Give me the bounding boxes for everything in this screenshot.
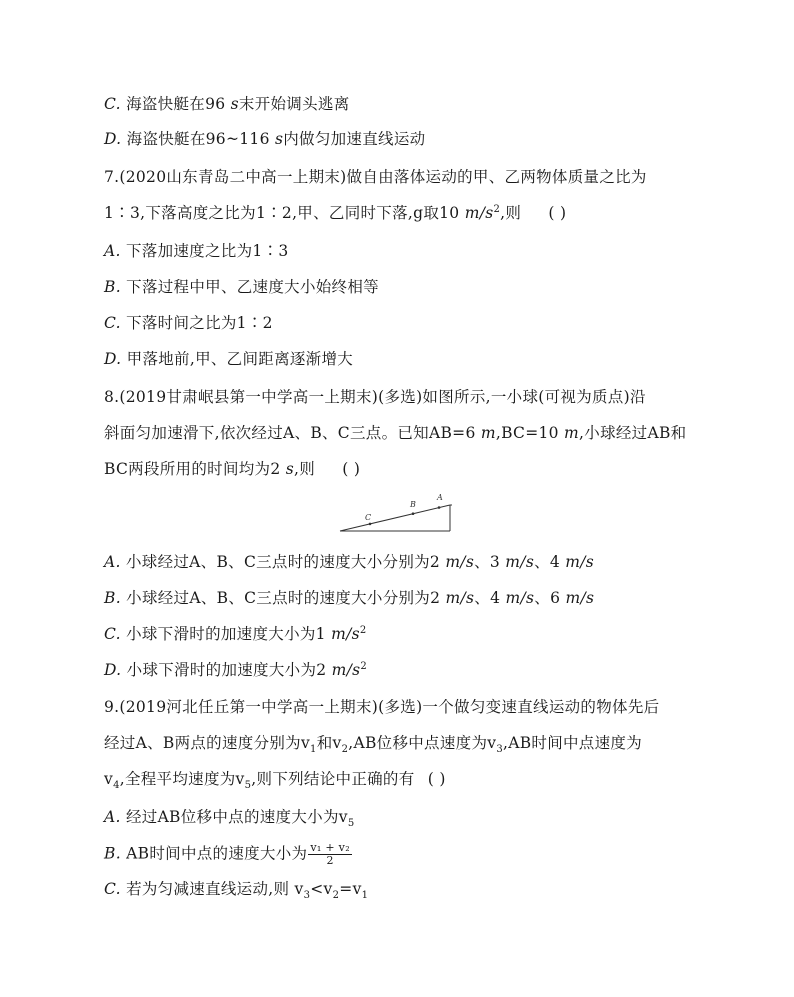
label-b: B — [410, 500, 416, 509]
subscript: 3 — [496, 744, 503, 756]
option-letter: B. — [104, 844, 121, 863]
stem-text: 1∶3,下落高度之比为1∶2,甲、乙同时下落,g取10 — [104, 204, 465, 222]
point-c — [369, 523, 372, 526]
q8-option-a — [104, 552, 594, 572]
option-letter: A. — [104, 808, 121, 826]
stem-text: v — [104, 770, 114, 788]
answer-blank: ( ) — [427, 770, 446, 788]
option-letter: D. — [104, 130, 122, 148]
option-text: 、4 — [534, 553, 566, 571]
q8-stem-line3 — [104, 459, 360, 479]
unit: s — [285, 460, 294, 478]
superscript: 2 — [359, 624, 367, 636]
unit: m — [480, 424, 496, 442]
q8-option-d — [104, 660, 367, 680]
option-text: 甲落地前,甲、乙间距离逐渐增大 — [126, 350, 354, 368]
option-text: 下落时间之比为1∶2 — [126, 314, 273, 332]
option-text: <v — [310, 880, 333, 898]
option-letter: C. — [104, 625, 121, 643]
unit: m/s — [565, 589, 595, 607]
subscript: 3 — [303, 890, 311, 902]
unit: m/s — [331, 625, 360, 643]
incline-triangle — [340, 505, 452, 531]
q7-stem-line1: 7.(2020山东青岛二中高一上期末)做自由落体运动的甲、乙两物体质量之比为 — [104, 168, 647, 186]
subscript: 4 — [113, 780, 120, 792]
option-text: 海盗快艇在96~116 — [126, 130, 275, 148]
stem-text: 和v — [316, 734, 342, 752]
q8-stem-line1: 8.(2019甘肃岷县第一中学高一上期末)(多选)如图所示,一小球(可视为质点)沿 — [104, 388, 646, 406]
fraction — [308, 842, 352, 867]
unit: m/s — [505, 553, 535, 571]
option-letter: A. — [104, 242, 121, 260]
superscript: 2 — [493, 203, 501, 215]
option-letter: C. — [104, 314, 121, 332]
q7-stem-line2 — [104, 203, 566, 223]
option-text: 小球下滑时的加速度大小为2 — [126, 661, 332, 679]
stem-text: BC两段所用的时间均为2 — [104, 460, 286, 478]
option-text: =v — [339, 880, 362, 898]
option-text: 内做匀加速直线运动 — [283, 130, 426, 148]
stem-text: ,全程平均速度为v — [119, 770, 245, 788]
subscript: 2 — [332, 890, 340, 902]
q8-option-b — [104, 588, 594, 608]
option-text: 、4 — [474, 589, 506, 607]
subscript: 1 — [310, 744, 317, 756]
q6-option-d — [104, 129, 425, 149]
stem-text: ,小球经过AB和 — [579, 424, 687, 442]
unit: m/s — [445, 589, 475, 607]
stem-text: ,则 — [294, 460, 316, 478]
option-text: 末开始调头逃离 — [238, 95, 350, 113]
unit: s — [274, 130, 284, 148]
q9-option-a — [104, 807, 355, 830]
q7-option-a — [104, 241, 289, 261]
option-text: 经过AB位移中点的速度大小为v — [125, 808, 348, 826]
unit: m/s — [505, 589, 535, 607]
q7-option-b — [104, 277, 379, 297]
superscript: 2 — [360, 660, 368, 672]
option-letter: B. — [104, 278, 121, 296]
subscript: 2 — [341, 744, 349, 756]
option-text: AB时间中点的速度大小为 — [126, 844, 308, 863]
q7-option-c — [104, 313, 273, 333]
unit: s — [230, 95, 239, 113]
option-letter: C. — [104, 880, 121, 898]
point-b — [412, 512, 415, 515]
label-a: A — [437, 493, 443, 502]
answer-blank: ( ) — [548, 204, 567, 222]
unit: m/s — [464, 204, 494, 222]
option-text: 下落过程中甲、乙速度大小始终相等 — [126, 278, 379, 296]
unit: m/s — [331, 661, 361, 679]
option-text: 小球经过A、B、C三点时的速度大小分别为2 — [126, 589, 446, 607]
option-text: 、3 — [474, 553, 506, 571]
stem-text: 经过A、B两点的速度分别为v — [104, 734, 311, 752]
stem-text: ,BC=10 — [495, 424, 565, 442]
option-letter: D. — [104, 661, 122, 679]
subscript: 5 — [244, 780, 252, 792]
label-c: C — [365, 513, 372, 522]
option-letter: B. — [104, 589, 121, 607]
stem-text: ,则下列结论中正确的有 — [251, 770, 415, 788]
unit: m/s — [445, 553, 475, 571]
q6-option-c — [104, 94, 350, 114]
stem-text: ,则 — [500, 204, 522, 222]
q9-stem-line1: 9.(2019河北任丘第一中学高一上期末)(多选)一个做匀变速直线运动的物体先后 — [104, 698, 660, 716]
option-letter: D. — [104, 350, 122, 368]
unit: m/s — [565, 553, 595, 571]
option-text: 海盗快艇在96 — [126, 95, 231, 113]
option-text: 下落加速度之比为1∶3 — [125, 242, 289, 260]
subscript: 1 — [361, 890, 369, 902]
option-text: 小球下滑时的加速度大小为1 — [126, 625, 332, 643]
q9-stem-line2 — [104, 733, 643, 756]
q9-option-b — [104, 842, 352, 867]
q9-option-c — [104, 879, 369, 902]
fraction-denominator: 2 — [326, 854, 334, 867]
incline-figure — [338, 488, 458, 536]
q8-stem-line2 — [104, 423, 686, 443]
stem-text: ,AB位移中点速度为v — [348, 734, 497, 752]
stem-text: 斜面匀加速滑下,依次经过A、B、C三点。已知AB=6 — [104, 424, 481, 442]
stem-text: ,AB时间中点速度为 — [503, 734, 643, 752]
option-text: 若为匀减速直线运动,则 v — [126, 880, 304, 898]
q8-option-c — [104, 624, 367, 644]
q9-stem-line3 — [104, 769, 446, 792]
option-text: 、6 — [534, 589, 566, 607]
fraction-numerator: v₁ + v₂ — [310, 841, 350, 854]
option-letter: C. — [104, 95, 121, 113]
option-text: 小球经过A、B、C三点时的速度大小分别为2 — [125, 553, 446, 571]
subscript: 5 — [347, 818, 355, 830]
option-letter: A. — [104, 553, 121, 571]
point-a — [438, 506, 441, 509]
unit: m — [564, 424, 580, 442]
q7-option-d — [104, 349, 353, 369]
answer-blank: ( ) — [342, 460, 361, 478]
